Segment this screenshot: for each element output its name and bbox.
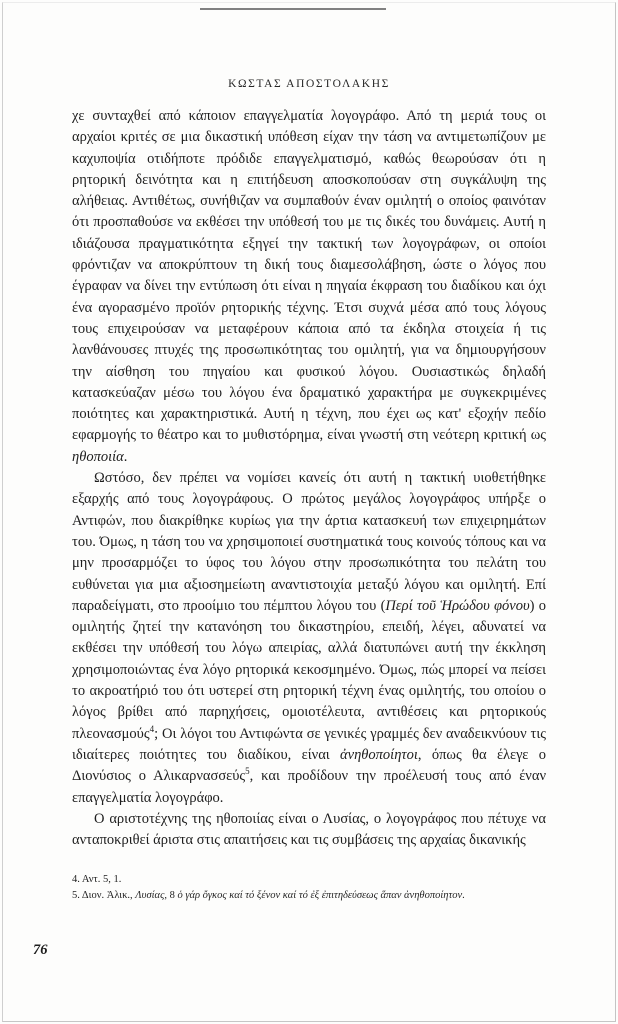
text-run: ὁ γάρ ὄγκος καί τό ξένον καί τό ἐξ ἐπιτηδεύσεως ἅπαν ἀνηθοποίητον [177, 890, 463, 901]
text-run: Περί τοῦ Ἡρώδου φόνου [385, 597, 530, 614]
text-run: Ωστόσο, δεν πρέπει να νομίσει κανείς ότι αυτή η τακτική υιοθετήθηκε εξαρχής από τους λογογράφους. Ο πρώτος μεγάλος λογογράφος υπήρξε ο Αντιφών, που διακρίθηκε κυρίως για την άρτια κατασκευή των επιχειρημάτων του. Όμως, η τάση του να χρησιμοποιεί συστηματικά τους κοινούς τόπους και να μην προσαρμόζει το ύφος του λόγου στην προσωπικότητα του πελάτη του ευθύνεται για μια αξιοσημείωτη αναντιστοιχία μεταξύ λόγου και ομιλητή. Επί παραδείγματι, στο προοίμιο του πέμπτου λόγου του ( [72, 470, 546, 614]
text-run: ἀνηθοποίητοι [340, 746, 418, 763]
text-run: , 8 [164, 890, 178, 901]
text-run: Λυσίας [135, 890, 165, 901]
text-run: 5. Διον. Ἁλικ., [72, 890, 136, 901]
text-run: ηθοποιία [72, 448, 124, 465]
footnote [72, 872, 566, 888]
page-number: 76 [33, 942, 48, 958]
text-run: 4. Αντ. 5, 1. [72, 874, 122, 885]
paragraph [72, 809, 546, 852]
body-paragraphs [72, 106, 546, 851]
text-run: . [462, 890, 465, 901]
text-run: χε συνταχθεί από κάποιον επαγγελματία λογογράφο. Από τη μεριά τους οι αρχαίοι κριτές σε μια δικαστική υπόθεση είχαν την τάση να αντιμετωπίζουν με καχυποψία οτιδήποτε πρόδιδε επαγγελματισμό, καθώς θεωρούσαν ότι η ρητορική δεινότητα και η επιτήδευση αποσκοπούσαν στη συγκάλυψη της αλήθειας. Αντιθέτως, συνήθιζαν να συμπαθούν έναν ομιλητή ο οποίος φαινόταν ότι προσπαθούσε να εκθέσει την υπόθεσή του με τις δικές του δυνάμεις. Αυτή η ιδιάζουσα πραγματικότητα εξηγεί την τακτική των λογογράφων, οι οποίοι φρόντιζαν να αποκρύπτουν τη δική τους διαμεσολάβηση, ώστε ο λόγος που έγραφαν να δίνει την εντύπωση ότι είναι η πηγαία έκφραση του διαδίκου και όχι ένα αγορασμένο προϊόν ρητορικής τέχνης. Έτσι συχνά μέσα από τους λόγους τους επιχειρούσαν να μεταφέρουν κάποια από τα έκδηλα στοιχεία ή τις λανθάνουσες πτυχές της προσωπικότητας του ομιλητή, για να δημιουργήσουν την αίσθηση του πηγαίου και φυσικού λόγου. Ουσιαστικώς δηλαδή κατασκεύαζαν μέσω του λόγου ένα δραματικό χαρακτήρα με συγκεκριμένες ποιότητες και χαρακτηριστικά. Αυτή η τέχνη, που έχει ως κατ' εξοχήν πεδίο εφαρμογής το θέατρο και το μυθιστόρημα, είναι γνωστή στη νεότερη κριτική ως [72, 108, 546, 444]
text-run: ; Οι λόγοι του Αντιφώντα σε γενικές γραμμές δεν αναδεικνύουν τις ιδιαίτερες ποιότητες του διαδίκου, είναι [72, 725, 546, 763]
footnotes [72, 872, 566, 904]
text-run: , όπως θα έλεγε ο Διονύσιος ο Αλικαρνασσεύς [72, 746, 546, 785]
text-run: ) ο ομιλητής ζητεί την κατανόηση του δικαστηρίου, επειδή, λέγει, αδυνατεί να εκθέσει την υπόθεσή του λόγω απειρίας, αλλά διατυπώνει αυτή την έκκληση χρησιμοποιώντας ένα λόγο ρητορικά κεκοσμημένο. Όμως, πώς μπορεί να πείσει το ακροατήριό του ότι υστερεί στη ρητορική τέχνη ένας ομιλητής, του οποίου ο λόγος βρίθει από παρηχήσεις, ομοιοτέλευτα, αντιθέσεις και ρητορικούς πλεονασμούς [72, 597, 546, 742]
running-header: ΚΩΣΤΑΣ ΑΠΟΣΤΟΛΑΚΗΣ [228, 78, 390, 90]
footnote [72, 888, 566, 904]
footnote-reference: 5 [245, 766, 250, 777]
paragraph [72, 468, 546, 809]
paragraph [72, 106, 546, 468]
text-run: Ο αριστοτέχνης της ηθοποιίας είναι ο Λυσίας, ο λογογράφος που πέτυχε να ανταποκριθεί άριστα στις απαιτήσεις και τις συμβάσεις της αρχαίας δικανικής [72, 810, 546, 849]
scan-artifact-line [200, 8, 386, 10]
text-run: . [123, 448, 128, 465]
footnote-reference: 4 [149, 723, 155, 734]
text-run: , και προδίδουν την προέλευσή τους από έναν επαγγελματία λογογράφο. [72, 768, 547, 806]
